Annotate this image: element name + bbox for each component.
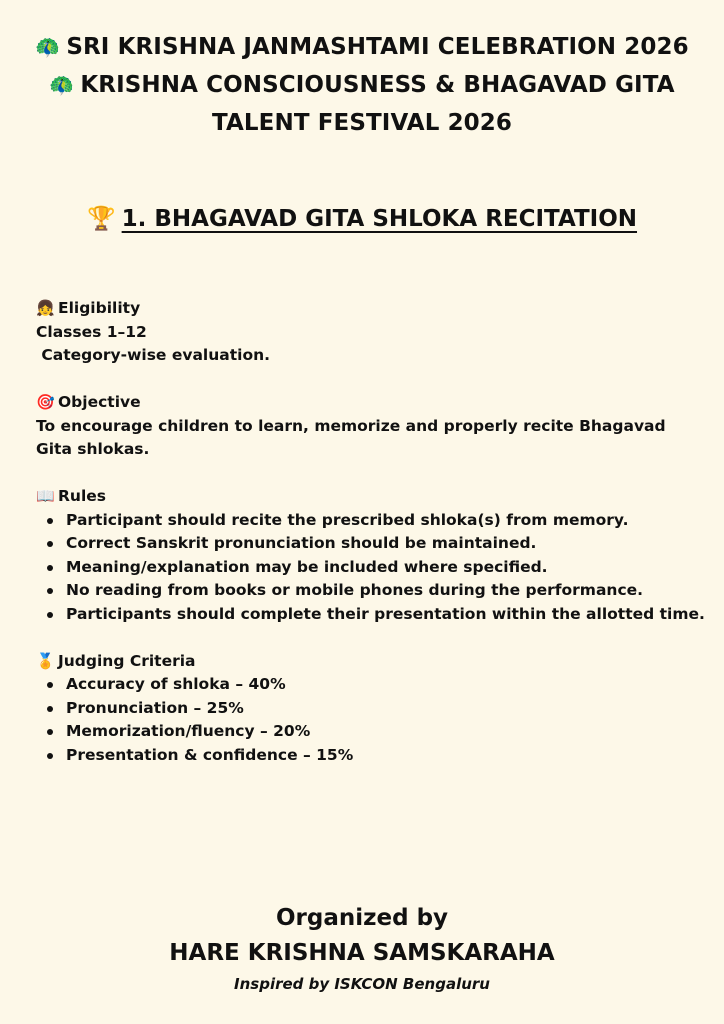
list-item: Pronunciation – 25% xyxy=(66,697,696,721)
eligibility-heading-text: Eligibility xyxy=(58,299,141,317)
judging-heading-text: Judging Criteria xyxy=(58,651,196,670)
list-item: Memorization/fluency – 20% xyxy=(66,720,696,744)
objective-heading xyxy=(36,391,696,415)
objective-text: To encourage children to learn, memorize and properly recite Bhagavad Gita shlokas. xyxy=(36,416,666,458)
objective-heading-text: Objective xyxy=(58,393,141,411)
rules-section xyxy=(36,485,705,626)
competition-name: 1. BHAGAVAD GITA SHLOKA RECITATION xyxy=(121,206,638,232)
section-title-text xyxy=(87,206,637,232)
event-title: SRI KRISHNA JANMASHTAMI CELEBRATION 2026 xyxy=(66,34,689,60)
list-item: Correct Sanskrit pronunciation should be maintained. xyxy=(66,532,696,556)
inspired-by-text: Inspired by ISKCON Bengaluru xyxy=(234,975,490,993)
festival-title: KRISHNA CONSCIOUSNESS & BHAGAVAD GITA xyxy=(80,72,675,98)
girl-icon: 👧 xyxy=(36,299,55,317)
header-line-3: TALENT FESTIVAL 2026 xyxy=(212,110,512,136)
rules-heading xyxy=(36,485,696,509)
judging-heading xyxy=(36,650,696,674)
organizer-footer xyxy=(0,900,724,998)
peacock-icon: 🦚 xyxy=(49,73,75,97)
organization-name: HARE KRISHNA SAMSKARAHA xyxy=(169,940,555,966)
peacock-icon: 🦚 xyxy=(35,35,61,59)
objective-section xyxy=(36,391,696,462)
list-item: Participant should recite the prescribed shloka(s) from memory. xyxy=(66,509,696,533)
section-title xyxy=(0,201,724,237)
eligibility-classes: Classes 1–12 xyxy=(36,322,147,341)
eligibility-heading xyxy=(36,297,696,321)
list-item: Presentation & confidence – 15% xyxy=(66,744,696,768)
header-line-1 xyxy=(0,28,724,66)
judging-list xyxy=(36,673,696,767)
list-item: Meaning/explanation may be included where specified. xyxy=(66,556,696,580)
medal-icon: 🏅 xyxy=(36,651,55,670)
list-item: No reading from books or mobile phones during the performance. xyxy=(66,579,696,603)
list-item: Accuracy of shloka – 40% xyxy=(66,673,696,697)
rules-heading-text: Rules xyxy=(58,487,107,505)
competition-details xyxy=(36,297,705,767)
eligibility-evaluation: Category-wise evaluation. xyxy=(36,346,271,364)
header-line-2 xyxy=(0,66,724,104)
trophy-icon: 🏆 xyxy=(86,206,116,232)
judging-section xyxy=(36,650,696,768)
list-item: Participants should complete their presentation within the allotted time. xyxy=(66,603,696,627)
eligibility-section xyxy=(36,297,696,368)
target-icon: 🎯 xyxy=(36,393,55,411)
event-header xyxy=(0,28,724,142)
organized-by-label: Organized by xyxy=(275,905,449,931)
rules-list xyxy=(36,509,705,627)
open-book-icon: 📖 xyxy=(36,487,55,505)
